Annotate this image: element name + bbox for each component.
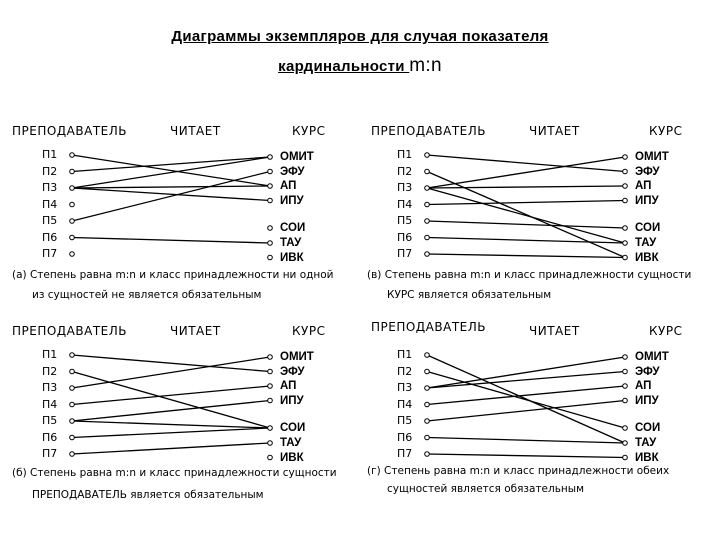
link-line: [72, 372, 270, 429]
teacher-label: П2: [42, 164, 58, 178]
course-dot: [623, 184, 628, 189]
teacher-label: П2: [397, 164, 413, 178]
diagram-panel-g: [365, 318, 715, 518]
caption-line-1: (г) Степень равна m:n и класс принадлежности обеих: [367, 465, 670, 477]
header-course: КУРС: [292, 124, 326, 138]
course-label: СОИ: [635, 422, 661, 434]
slide-title-line-2: [0, 55, 720, 77]
teacher-label: П6: [397, 230, 413, 244]
teacher-dot: [425, 386, 430, 391]
link-line: [72, 421, 270, 428]
course-dot: [268, 426, 273, 431]
course-dot: [623, 169, 628, 174]
link-line: [427, 357, 625, 388]
teacher-dot: [70, 402, 75, 407]
link-line: [72, 238, 270, 244]
course-dot: [268, 369, 273, 374]
teacher-dot: [70, 202, 75, 207]
header-relation: ЧИТАЕТ: [170, 124, 221, 138]
course-dot: [268, 241, 273, 246]
teacher-label: П7: [397, 247, 413, 260]
course-dot: [268, 455, 273, 460]
course-label: АП: [280, 180, 297, 192]
slide-title-line-1: [0, 28, 720, 45]
header-relation: ЧИТАЕТ: [170, 324, 221, 338]
link-line: [427, 186, 625, 188]
course-label: ЭФУ: [280, 365, 305, 378]
course-dot: [268, 255, 273, 260]
teacher-label: П4: [397, 197, 413, 211]
teacher-label: П3: [397, 181, 413, 194]
course-label: ИПУ: [635, 394, 659, 407]
link-line: [427, 188, 625, 243]
course-dot: [623, 198, 628, 203]
link-line: [427, 172, 625, 258]
teacher-dot: [70, 353, 75, 358]
teacher-dot: [70, 235, 75, 240]
link-line: [427, 454, 625, 458]
header-teacher: ПРЕПОДАВАТЕЛЬ: [371, 320, 487, 334]
teacher-label: П5: [42, 414, 58, 427]
course-dot: [623, 369, 628, 374]
course-dot: [268, 398, 273, 403]
teacher-label: П6: [42, 430, 58, 444]
course-dot: [268, 441, 273, 446]
course-dot: [623, 241, 628, 246]
link-line: [427, 157, 625, 188]
link-line: [427, 201, 625, 205]
course-label: ИВК: [280, 251, 304, 264]
course-dot: [623, 155, 628, 160]
course-label: ИПУ: [280, 394, 304, 407]
teacher-label: П4: [42, 197, 58, 211]
header-teacher: ПРЕПОДАВАТЕЛЬ: [12, 124, 128, 138]
teacher-dot: [70, 419, 75, 424]
header-teacher: ПРЕПОДАВАТЕЛЬ: [371, 124, 487, 138]
course-label: ТАУ: [280, 237, 302, 249]
course-label: ТАУ: [635, 237, 657, 249]
course-dot: [623, 255, 628, 260]
course-label: ИПУ: [280, 194, 304, 207]
link-line: [427, 254, 625, 258]
teacher-dot: [70, 252, 75, 257]
link-line: [427, 401, 625, 422]
teacher-dot: [425, 186, 430, 191]
teacher-label: П2: [397, 364, 413, 378]
caption-line-1: (а) Степень равна m:n и класс принадлежности ни одной: [12, 269, 334, 281]
course-dot: [623, 441, 628, 446]
link-line: [427, 438, 625, 444]
course-label: АП: [635, 380, 652, 392]
teacher-dot: [425, 153, 430, 158]
link-line: [72, 157, 270, 188]
teacher-label: П1: [397, 148, 413, 161]
header-relation: ЧИТАЕТ: [529, 124, 580, 138]
link-line: [427, 221, 625, 228]
course-dot: [268, 226, 273, 231]
teacher-dot: [425, 402, 430, 407]
link-line: [427, 386, 625, 405]
course-dot: [623, 426, 628, 431]
course-dot: [268, 384, 273, 389]
teacher-dot: [70, 153, 75, 158]
teacher-dot: [425, 353, 430, 358]
teacher-label: П1: [397, 348, 413, 361]
diagram-panel-b: [10, 318, 360, 518]
teacher-label: П3: [42, 181, 58, 194]
teacher-dot: [425, 252, 430, 257]
teacher-dot: [425, 202, 430, 207]
teacher-label: П7: [42, 247, 58, 260]
teacher-dot: [425, 452, 430, 457]
teacher-dot: [70, 386, 75, 391]
caption-line-1: (б) Степень равна m:n и класс принадлежности сущности: [12, 467, 337, 479]
course-label: ИПУ: [635, 194, 659, 207]
course-label: ЭФУ: [635, 365, 660, 378]
course-label: ИВК: [280, 451, 304, 464]
course-label: ТАУ: [280, 437, 302, 449]
teacher-label: П7: [397, 447, 413, 460]
link-line: [72, 443, 270, 454]
course-label: ЭФУ: [280, 165, 305, 178]
teacher-label: П1: [42, 348, 58, 361]
teacher-dot: [70, 452, 75, 457]
teacher-dot: [425, 169, 430, 174]
link-line: [72, 386, 270, 405]
link-line: [427, 238, 625, 244]
course-dot: [623, 398, 628, 403]
title-line-2-text: кардинальности: [278, 58, 410, 75]
link-line: [427, 355, 625, 443]
course-label: СОИ: [280, 422, 306, 434]
course-label: АП: [280, 380, 297, 392]
link-line: [72, 186, 270, 188]
course-label: ОМИТ: [280, 151, 314, 163]
course-label: ЭФУ: [635, 165, 660, 178]
teacher-dot: [425, 219, 430, 224]
course-dot: [623, 355, 628, 360]
teacher-label: П7: [42, 447, 58, 460]
header-teacher: ПРЕПОДАВАТЕЛЬ: [12, 324, 128, 338]
caption-line-2: КУРС является обязательным: [387, 289, 552, 301]
link-line: [427, 155, 625, 172]
teacher-dot: [70, 369, 75, 374]
teacher-label: П3: [397, 381, 413, 394]
course-dot: [623, 226, 628, 231]
course-label: ОМИТ: [635, 351, 669, 363]
caption-line-2: из сущностей не является обязательным: [32, 289, 262, 301]
header-course: КУРС: [292, 324, 326, 338]
course-label: ОМИТ: [635, 151, 669, 163]
course-dot: [623, 384, 628, 389]
title-notation: m:n: [409, 55, 442, 76]
teacher-label: П6: [397, 430, 413, 444]
teacher-dot: [70, 219, 75, 224]
teacher-label: П4: [397, 397, 413, 411]
diagram-panel-a: [10, 118, 360, 318]
teacher-dot: [425, 435, 430, 440]
header-course: КУРС: [649, 324, 683, 338]
course-label: СОИ: [280, 222, 306, 234]
teacher-label: П1: [42, 148, 58, 161]
course-label: АП: [635, 180, 652, 192]
diagram-panel-v: [365, 118, 715, 318]
header-relation: ЧИТАЕТ: [529, 324, 580, 338]
teacher-dot: [425, 235, 430, 240]
teacher-dot: [70, 186, 75, 191]
teacher-label: П5: [397, 214, 413, 227]
teacher-label: П2: [42, 364, 58, 378]
course-label: ОМИТ: [280, 351, 314, 363]
teacher-label: П5: [397, 414, 413, 427]
course-label: ИВК: [635, 251, 659, 264]
course-label: ТАУ: [635, 437, 657, 449]
course-dot: [268, 184, 273, 189]
course-dot: [268, 155, 273, 160]
link-line: [72, 188, 270, 201]
header-course: КУРС: [649, 124, 683, 138]
link-line: [72, 428, 270, 438]
title-line-1-text: Диаграммы экземпляров для случая показателя: [171, 28, 549, 45]
link-line: [72, 172, 270, 222]
teacher-label: П6: [42, 230, 58, 244]
link-line: [72, 401, 270, 422]
caption-line-1: (в) Степень равна m:n и класс принадлежности сущности: [367, 269, 692, 281]
teacher-label: П4: [42, 397, 58, 411]
teacher-label: П3: [42, 381, 58, 394]
course-dot: [268, 355, 273, 360]
course-label: СОИ: [635, 222, 661, 234]
teacher-dot: [425, 369, 430, 374]
course-label: ИВК: [635, 451, 659, 464]
caption-line-2: ПРЕПОДАВАТЕЛЬ является обязательным: [32, 489, 264, 501]
teacher-dot: [425, 419, 430, 424]
course-dot: [623, 455, 628, 460]
caption-line-2: сущностей является обязательным: [387, 483, 584, 495]
link-line: [72, 357, 270, 388]
teacher-dot: [70, 435, 75, 440]
teacher-dot: [70, 169, 75, 174]
teacher-label: П5: [42, 214, 58, 227]
course-dot: [268, 198, 273, 203]
course-dot: [268, 169, 273, 174]
link-line: [72, 355, 270, 372]
